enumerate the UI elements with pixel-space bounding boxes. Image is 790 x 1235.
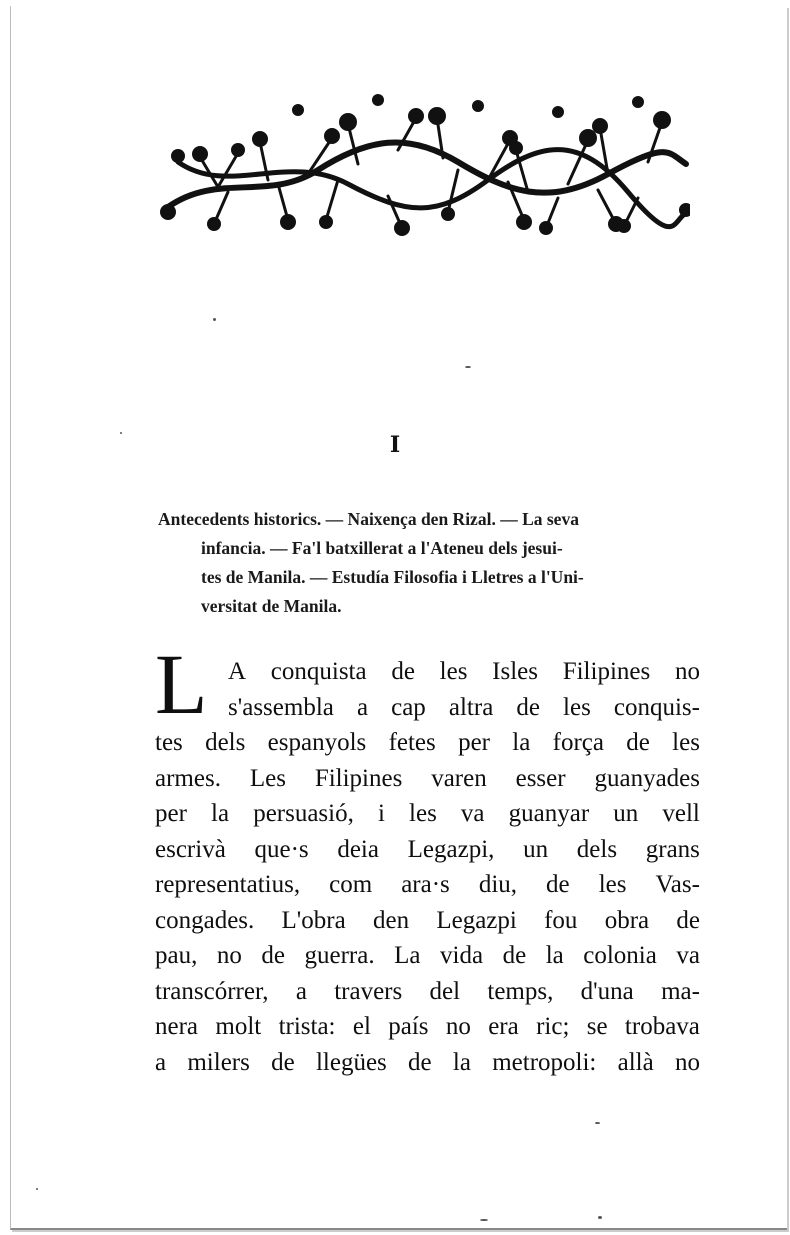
body-word: A <box>228 658 247 685</box>
body-word: de <box>676 906 700 934</box>
body-word: guerra. <box>304 942 375 969</box>
body-word: colonia <box>583 942 657 969</box>
body-word: per <box>155 800 187 827</box>
body-word: nera <box>155 1013 199 1040</box>
body-word: de <box>546 871 570 898</box>
body-word: de <box>391 658 415 685</box>
body-word: no <box>674 658 700 685</box>
chapter-summary <box>158 505 698 621</box>
body-word: conquis- <box>613 693 700 721</box>
body-word: Vas- <box>655 871 700 898</box>
body-word: L'obra <box>281 906 346 934</box>
body-word: transcórrer, <box>155 977 269 1005</box>
body-word: per <box>458 729 490 756</box>
body-line <box>155 690 700 726</box>
body-word: com <box>329 871 373 898</box>
body-word: Legazpi, <box>407 835 495 863</box>
body-word: guanyades <box>594 764 700 792</box>
body-word: congades. <box>155 906 255 934</box>
body-word: obra <box>604 906 650 934</box>
body-word: fou <box>544 906 578 934</box>
body-word: la <box>545 942 564 969</box>
scan-speck <box>598 1216 602 1219</box>
body-line <box>155 1009 700 1045</box>
body-line <box>155 654 700 690</box>
body-word: trista: <box>278 1013 336 1040</box>
body-word: a <box>155 1048 167 1076</box>
body-word: i <box>377 800 385 827</box>
body-word: la <box>512 729 531 756</box>
body-line <box>155 796 700 832</box>
summary-line: tes de Manila. — Estudía Filosofia i Lletres a l'Uni- <box>201 567 584 587</box>
body-word: que·s <box>254 835 309 863</box>
body-word: espanyols <box>267 729 367 756</box>
body-word: va <box>676 942 700 969</box>
body-line <box>155 974 700 1010</box>
body-word: les <box>563 693 591 721</box>
floral-vine-ornament <box>158 92 690 244</box>
scan-speck <box>595 1122 600 1124</box>
body-word: vida <box>440 942 484 969</box>
body-word: de <box>626 729 650 756</box>
body-word: de <box>271 1048 295 1076</box>
scan-speck <box>36 1188 38 1190</box>
body-word: fetes <box>388 729 436 756</box>
scan-speck <box>465 366 471 368</box>
body-word: temps, <box>487 977 554 1005</box>
body-word: diu, <box>478 871 518 898</box>
drop-cap: L <box>155 636 208 732</box>
body-word: guanyar <box>508 800 590 827</box>
body-word: Filipines <box>314 764 403 792</box>
body-text <box>155 636 700 1080</box>
body-word: les <box>672 729 700 756</box>
body-word: de <box>261 942 285 969</box>
body-word: metropoli: <box>492 1048 597 1076</box>
scan-speck <box>213 318 216 321</box>
body-word: trobava <box>624 1013 700 1040</box>
body-word: llegües <box>315 1048 387 1076</box>
body-word: dels <box>205 729 246 756</box>
body-word: no <box>445 1013 471 1040</box>
body-word: se <box>586 1013 608 1040</box>
body-word: el <box>352 1013 371 1040</box>
body-word: del <box>429 977 461 1005</box>
body-word: molt <box>215 1013 262 1040</box>
summary-line: infancia. — Fa'l batxillerat a l'Ateneu dels jesui- <box>201 538 563 558</box>
summary-line: Antecedents historics. — Naixença den Rizal. — La seva <box>158 509 579 529</box>
body-word: altra <box>448 693 494 721</box>
body-line <box>155 725 700 761</box>
body-word: ric; <box>536 1013 570 1040</box>
body-word: persuasió, <box>253 800 354 827</box>
body-word: la <box>211 800 230 827</box>
body-word: no <box>216 942 242 969</box>
body-word: den <box>372 906 410 934</box>
body-word: de <box>408 1048 432 1076</box>
body-word: un <box>613 800 639 827</box>
body-word: cap <box>391 693 426 721</box>
body-word: deia <box>337 835 379 863</box>
body-word: La <box>394 942 421 969</box>
body-word: les <box>439 658 468 685</box>
body-word: Isles <box>492 658 538 685</box>
body-word: no <box>674 1048 700 1076</box>
body-word: travers <box>334 977 403 1005</box>
body-line <box>155 867 700 903</box>
body-word: ma- <box>661 977 700 1005</box>
body-word: ara·s <box>401 871 450 898</box>
body-word: país <box>388 1013 429 1040</box>
body-word: Filipines <box>562 658 651 685</box>
body-word: d'una <box>580 977 634 1005</box>
body-word: conquista <box>270 658 367 685</box>
scan-speck <box>480 1219 488 1221</box>
body-word: armes. <box>155 764 221 792</box>
body-word: era <box>488 1013 519 1040</box>
body-line <box>155 938 700 974</box>
body-word: grans <box>645 835 700 863</box>
body-word: les <box>598 871 627 898</box>
body-word: la <box>452 1048 471 1076</box>
body-word: vell <box>662 800 700 827</box>
body-line <box>155 761 700 797</box>
body-word: força <box>552 729 604 756</box>
body-word: allà <box>617 1048 654 1076</box>
body-word: un <box>523 835 549 863</box>
summary-line: versitat de Manila. <box>201 596 342 616</box>
scan-speck <box>120 432 122 434</box>
body-word: varen <box>431 764 487 792</box>
body-word: de <box>516 693 540 721</box>
body-word: tes <box>155 729 183 756</box>
body-word: representatius, <box>155 871 301 898</box>
body-line <box>155 832 700 868</box>
body-word: va <box>460 800 485 827</box>
body-word: a <box>295 977 307 1005</box>
body-word: escrivà <box>155 835 226 863</box>
body-word: pau, <box>155 942 198 969</box>
body-word: s'assembla <box>228 693 334 721</box>
body-word: Les <box>249 764 286 792</box>
body-line <box>155 903 700 939</box>
body-word: a <box>356 693 369 721</box>
body-line <box>155 1045 700 1081</box>
body-word: milers <box>187 1048 250 1076</box>
body-word: Legazpi <box>436 906 517 934</box>
body-word: dels <box>576 835 618 863</box>
body-word: de <box>502 942 527 969</box>
chapter-number: I <box>389 432 401 458</box>
body-word: les <box>409 800 437 827</box>
body-word: esser <box>515 764 566 792</box>
